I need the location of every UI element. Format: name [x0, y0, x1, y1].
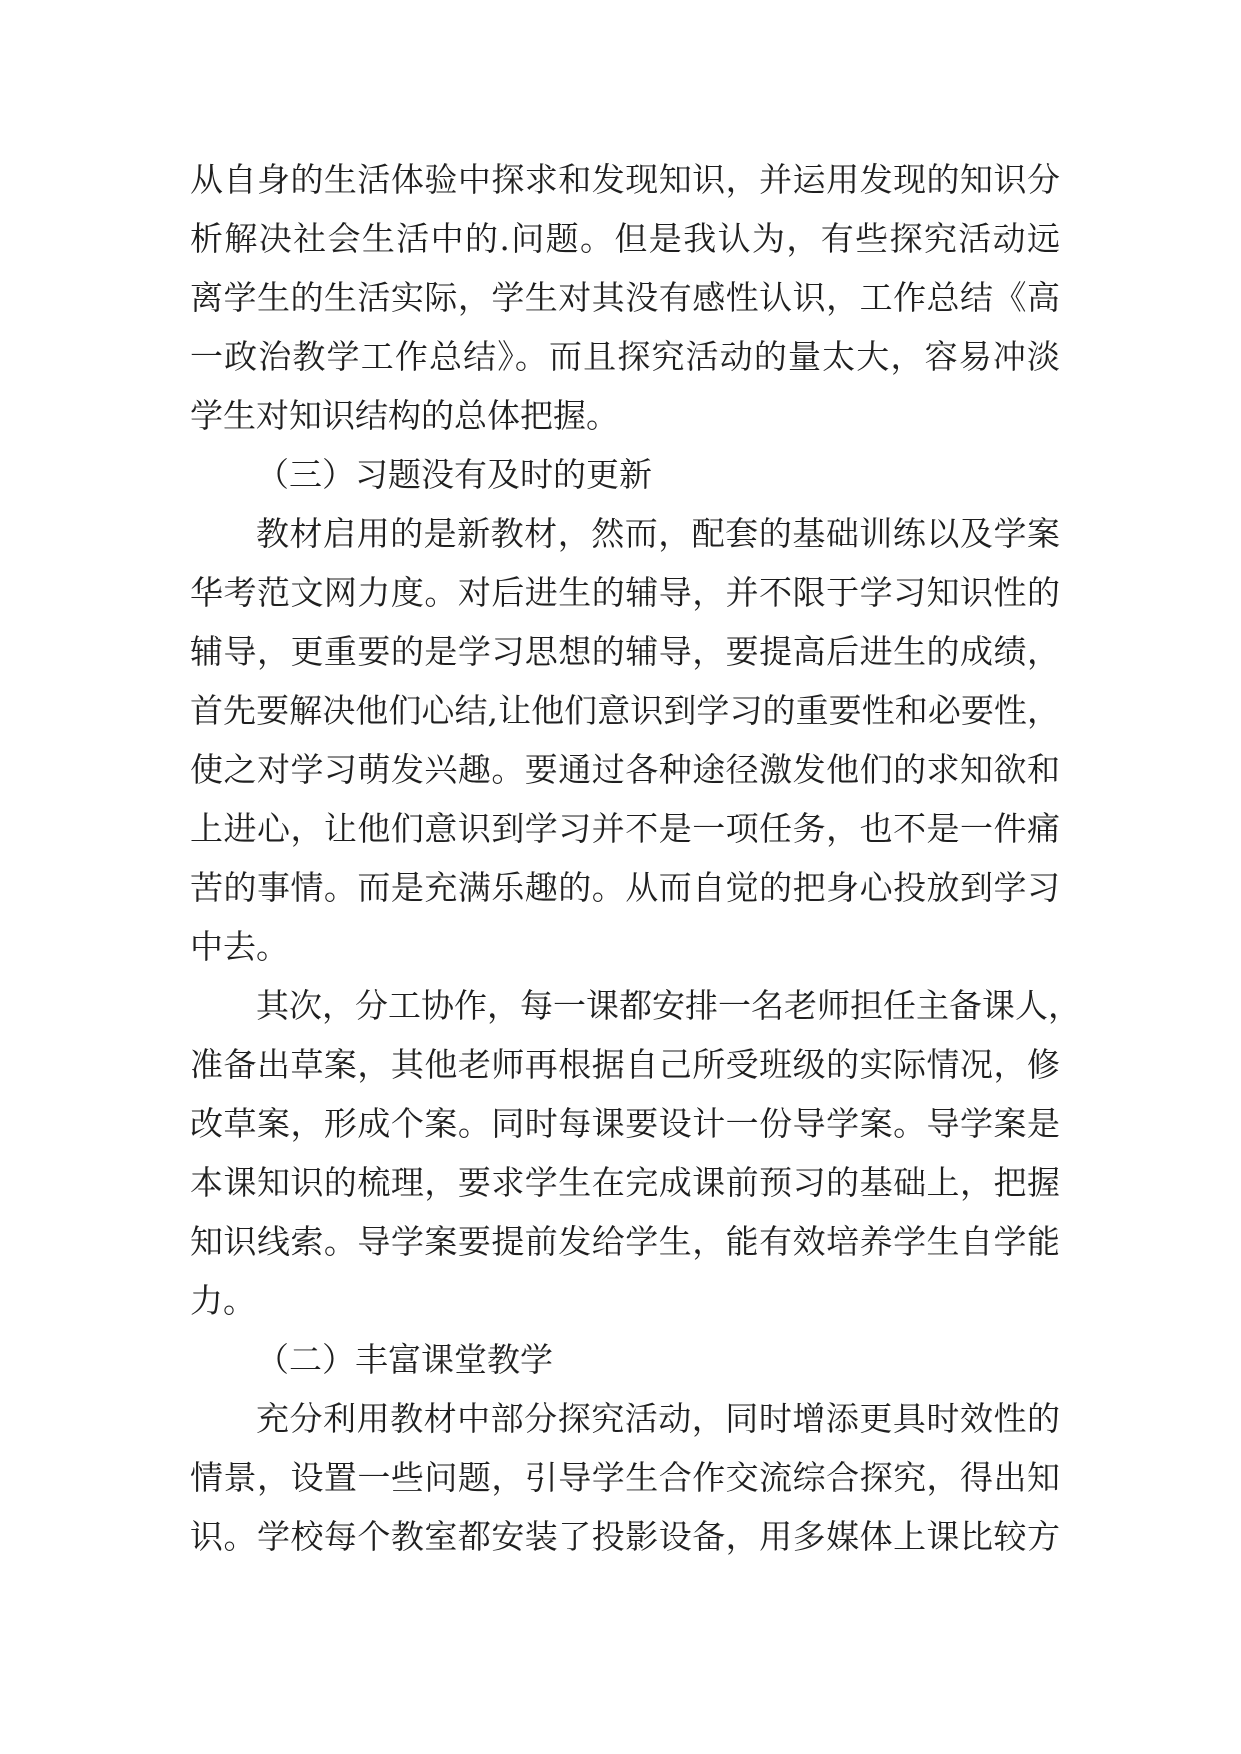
text-line: 苦的事情。而是充满乐趣的。从而自觉的把身心投放到学习 — [190, 868, 1060, 907]
paragraph-first-line: 教材启用的是新教材，然而，配套的基础训练以及学案 — [256, 514, 1060, 553]
section-heading: （三）习题没有及时的更新 — [256, 455, 652, 494]
text-line: 中去。 — [190, 927, 289, 966]
paragraph-first-line: 充分利用教材中部分探究活动，同时增添更具时效性的 — [256, 1399, 1060, 1438]
text-line: 辅导，更重要的是学习思想的辅导，要提高后进生的成绩， — [190, 632, 1060, 671]
text-line: 离学生的生活实际，学生对其没有感性认识，工作总结《高 — [190, 278, 1060, 317]
text-line: 情景，设置一些问题，引导学生合作交流综合探究，得出知 — [190, 1458, 1060, 1497]
text-line: 上进心，让他们意识到学习并不是一项任务，也不是一件痛 — [190, 809, 1060, 848]
document-body — [190, 150, 1081, 1566]
text-line: 本课知识的梳理，要求学生在完成课前预习的基础上，把握 — [190, 1163, 1060, 1202]
text-line: 华考范文网力度。对后进生的辅导，并不限于学习知识性的 — [190, 573, 1060, 612]
section-heading: （二）丰富课堂教学 — [256, 1340, 553, 1379]
text-line: 力。 — [190, 1281, 256, 1320]
text-line: 改草案，形成个案。同时每课要设计一份导学案。导学案是 — [190, 1104, 1060, 1143]
text-line: 知识线索。导学案要提前发给学生，能有效培养学生自学能 — [190, 1222, 1060, 1261]
text-line: 学生对知识结构的总体把握。 — [190, 396, 619, 435]
paragraph-first-line: 其次，分工协作，每一课都安排一名老师担任主备课人， — [256, 986, 1081, 1025]
text-line: 一政治教学工作总结》。而且探究活动的量太大，容易冲淡 — [190, 337, 1060, 376]
text-line: 准备出草案，其他老师再根据自己所受班级的实际情况，修 — [190, 1045, 1060, 1084]
text-line: 首先要解决他们心结,让他们意识到学习的重要性和必要性， — [190, 691, 1060, 730]
text-line: 析解决社会生活中的.问题。但是我认为，有些探究活动远 — [190, 219, 1060, 258]
text-line: 使之对学习萌发兴趣。要通过各种途径激发他们的求知欲和 — [190, 750, 1060, 789]
text-line: 从自身的生活体验中探求和发现知识，并运用发现的知识分 — [190, 160, 1060, 199]
text-line: 识。学校每个教室都安装了投影设备，用多媒体上课比较方 — [190, 1517, 1060, 1556]
